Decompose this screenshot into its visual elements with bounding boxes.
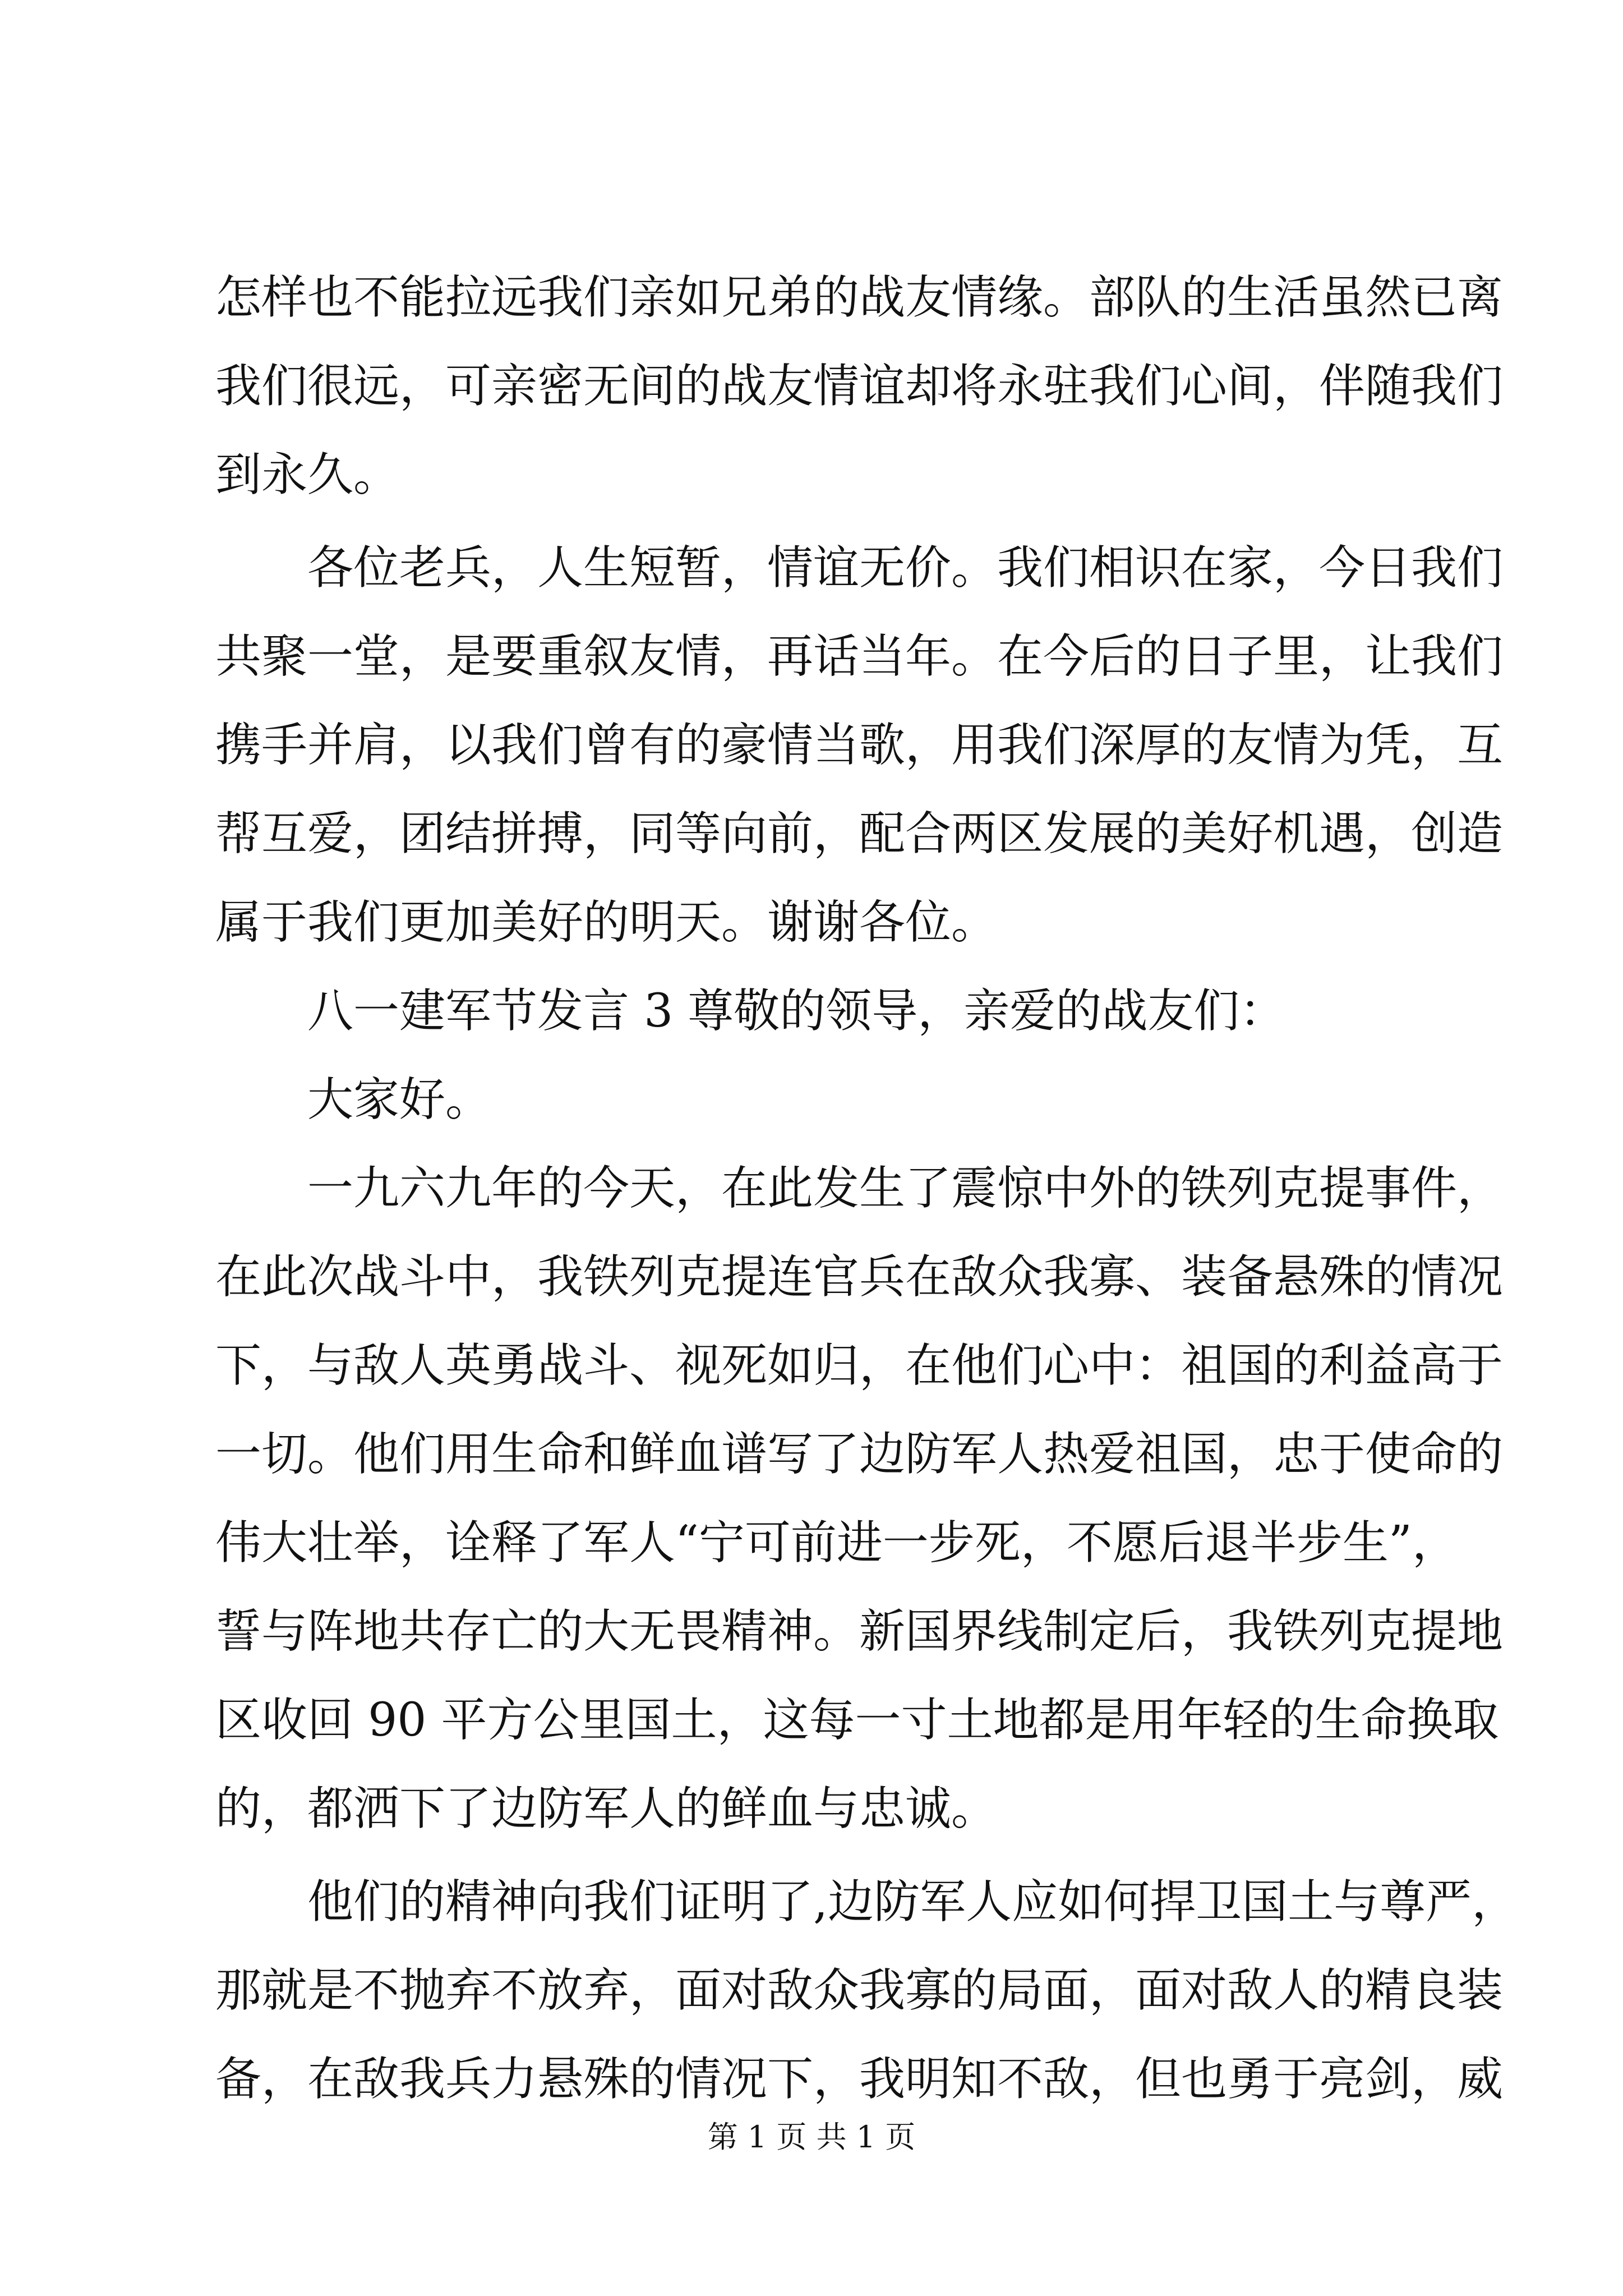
- text-line: 帮互爱，团结拼搏，同等向前，配合两区发展的美好机遇，创造: [215, 807, 1504, 861]
- text-line: 誓与阵地共存亡的大无畏精神。新国界线制定后，我铁列克提地: [215, 1605, 1504, 1658]
- body-text: [215, 254, 1518, 2124]
- text-line: 一切。他们用生命和鲜血谱写了边防军人热爱祖国，忠于使命的: [215, 1428, 1504, 1481]
- text-line: 携手并肩，以我们曾有的豪情当歌，用我们深厚的友情为凭，互: [215, 719, 1504, 772]
- text-line: 到永久。: [215, 448, 400, 501]
- text-line: 备，在敌我兵力悬殊的情况下，我明知不敌，但也勇于亮剑，威: [215, 2053, 1504, 2106]
- text-line: 伟大壮举，诠释了军人“宁可前进一步死，不愿后退半步生”，: [215, 1516, 1458, 1570]
- paragraph-start-line: 一九六九年的今天，在此发生了震惊中外的铁列克提事件，: [307, 1162, 1504, 1215]
- text-line: 那就是不抛弃不放弃，面对敌众我寡的局面，面对敌人的精良装: [215, 1964, 1504, 2017]
- paragraph-start-line: 各位老兵，人生短暂，情谊无价。我们相识在家，今日我们: [307, 541, 1504, 595]
- page-footer: 第 1 页 共 1 页: [707, 2119, 916, 2155]
- paragraph-start-line: 他们的精神向我们证明了,边防军人应如何捍卫国土与尊严，: [307, 1875, 1518, 1929]
- text-line: 的，都洒下了边防军人的鲜血与忠诚。: [215, 1782, 998, 1835]
- text-line: 怎样也不能拉远我们亲如兄弟的战友情缘。部队的生活虽然已离: [215, 271, 1504, 324]
- text-line: 我们很远，可亲密无间的战友情谊却将永驻我们心间，伴随我们: [215, 360, 1504, 413]
- text-line: 共聚一堂，是要重叙友情，再话当年。在今后的日子里，让我们: [215, 630, 1504, 683]
- paragraph-start-line: 八一建军节发言 3 尊敬的领导，亲爱的战友们：: [307, 984, 1286, 1038]
- text-line: 区收回 90 平方公里国土，这每一寸土地都是用年轻的生命换取: [215, 1694, 1499, 1747]
- text-line: 在此次战斗中，我铁列克提连官兵在敌众我寡、装备悬殊的情况: [215, 1250, 1504, 1304]
- text-line: 下，与敌人英勇战斗、视死如归，在他们心中：祖国的利益高于: [215, 1339, 1504, 1392]
- paragraph-start-line: 大家好。: [307, 1073, 492, 1126]
- text-line: 属于我们更加美好的明天。谢谢各位。: [215, 896, 998, 949]
